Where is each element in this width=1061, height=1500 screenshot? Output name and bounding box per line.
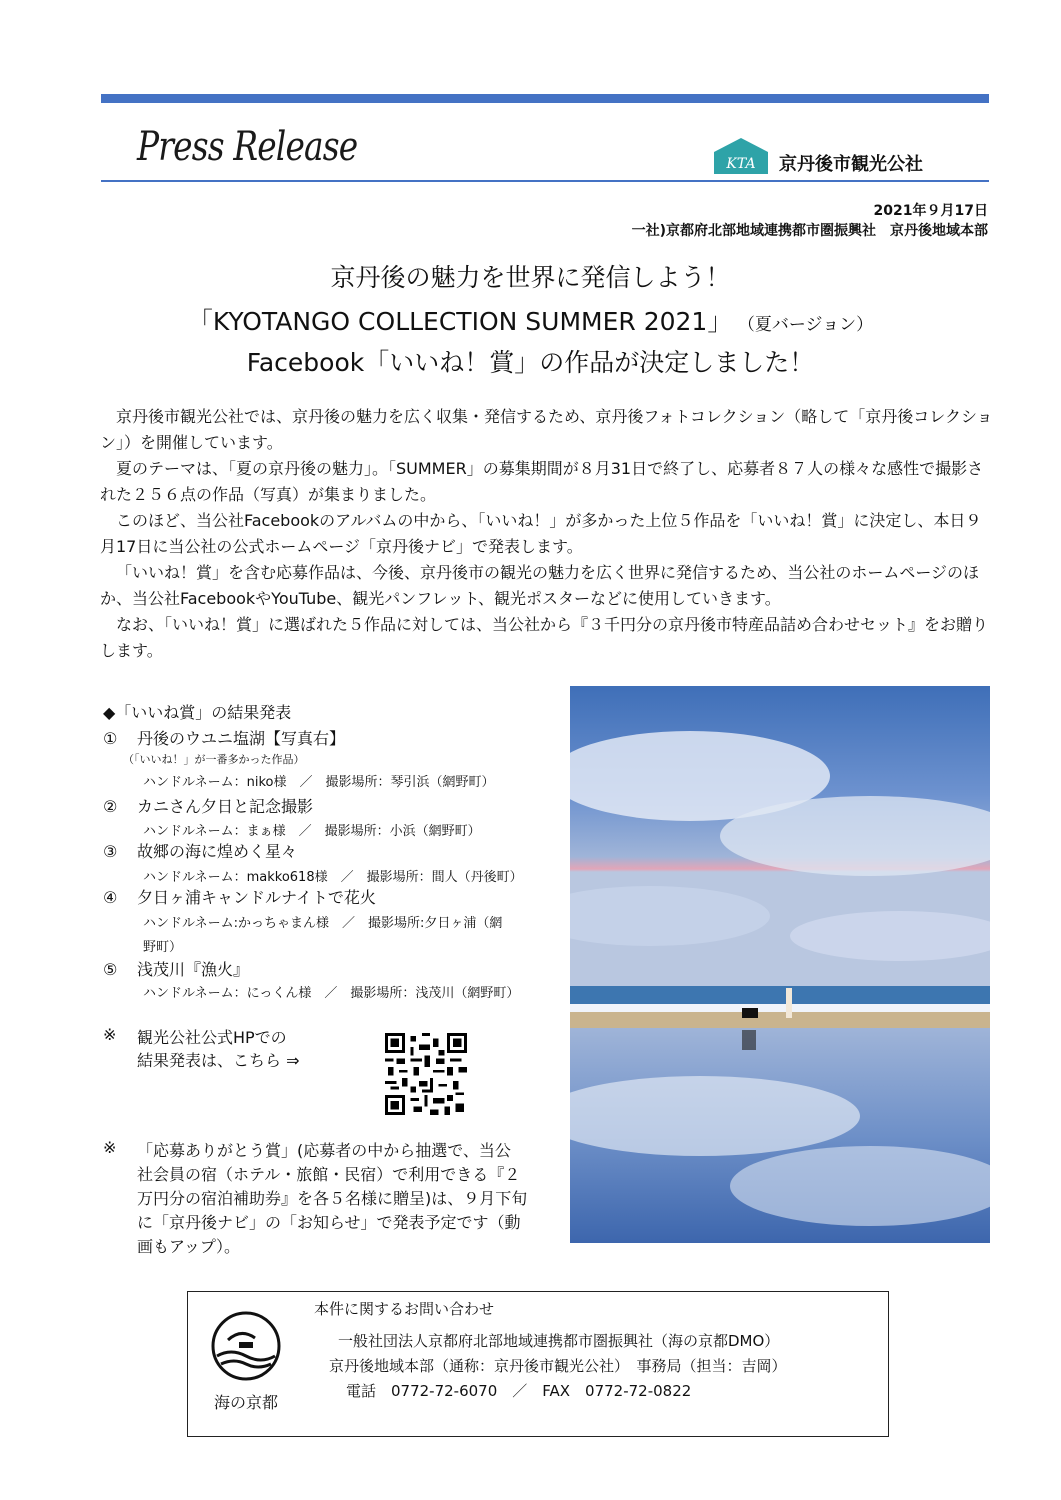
body-text [100, 404, 993, 664]
contact-heading: 本件に関するお問い合わせ [314, 1300, 495, 1318]
result-number: ① [103, 729, 118, 748]
body-paragraph: 「いいね！賞」を含む応募作品は、今後、京丹後市の観光の魅力を広く世界に発信するため、当公社のホームページのほか、当公社FacebookやYouTube、観光パンフレット、観光ポスターなどに使用していきます。 [100, 563, 980, 608]
hp-note-mark: ※ [103, 1025, 117, 1044]
headline-line-1: 京丹後の魅力を世界に発信しよう！ [330, 263, 731, 292]
contact-box [187, 1291, 889, 1437]
result-meta: ハンドルネーム：makko618様 ／ 撮影場所：間人（丹後町） [143, 870, 523, 885]
header-rule-top [101, 94, 989, 103]
thanks-line: に「京丹後ナビ」の「お知らせ」で発表予定です（動 [137, 1213, 521, 1232]
headline-version: （夏バージョン） [746, 315, 874, 335]
result-number: ④ [103, 888, 118, 907]
thanks-line: 「応募ありがとう賞」(応募者の中から抽選で、当公 [137, 1141, 511, 1160]
logo-text: KTA [726, 156, 756, 172]
thanks-line: 画もアップ）。 [137, 1237, 241, 1256]
result-item-5 [103, 957, 249, 980]
contact-phone-fax: 電話 0772-72-6070 ／ FAX 0772-72-0822 [346, 1382, 692, 1400]
result-number: ③ [103, 842, 118, 861]
umi-no-kyoto-emblem-icon [201, 1304, 291, 1416]
result-meta: ハンドルネーム：niko様 ／ 撮影場所：琴引浜（網野町） [143, 775, 495, 790]
result-title: カニさん夕日と記念撮影 [137, 797, 314, 816]
body-paragraph: 京丹後市観光公社では、京丹後の魅力を広く収集・発信するため、京丹後フォトコレクション（略して「京丹後コレクション」）を開催しています。 [100, 407, 993, 452]
issuer: 一社)京都府北部地域連携都市圏振興社 京丹後地域本部 [631, 223, 988, 239]
hp-note-line-1: 観光公社公式HPでの [137, 1028, 287, 1047]
result-title: 夕日ヶ浦キャンドルナイトで花火 [137, 888, 376, 907]
body-paragraph: このほど、当公社Facebookのアルバムの中から、「いいね！」が多かった上位５作品を「いいね！賞」に決定し、本日９月17日に当公社の公式ホームページ「京丹後ナビ」で発表します。 [100, 511, 982, 556]
org-name: 京丹後市観光公社 [779, 154, 923, 175]
result-meta: ハンドルネーム:かっちゃまん様 ／ 撮影場所:夕日ヶ浦（網 [143, 916, 503, 931]
hp-note-line-2: 結果発表は、こちら ⇒ [137, 1051, 300, 1070]
thanks-line: 社会員の宿（ホテル・旅館・民宿）で利用できる『２ [137, 1165, 521, 1184]
result-title: 丹後のウユニ塩湖【写真右】 [137, 729, 346, 748]
result-number: ⑤ [103, 960, 118, 979]
result-note: （「いいね！」が一番多かった作品） [123, 753, 305, 766]
result-number: ② [103, 797, 118, 816]
release-date: 2021年９月17日 [873, 203, 988, 219]
headline-line-3: Facebook「いいね！賞」の作品が決定しました！ [246, 348, 815, 377]
body-paragraph: 夏のテーマは、「夏の京丹後の魅力」。「SUMMER」の募集期間が８月31日で終了し、応募者８７人の様々な感性で撮影された２５６点の作品（写真）が集まりました。 [100, 459, 984, 504]
headline-collection: 「KYOTANGO COLLECTION SUMMER 2021」 [187, 307, 733, 336]
thanks-mark: ※ [103, 1138, 117, 1157]
result-meta: ハンドルネーム：にっくん様 ／ 撮影場所：浅茂川（網野町） [143, 986, 520, 1001]
result-item-3 [103, 839, 297, 862]
result-title: 浅茂川『漁火』 [137, 960, 250, 979]
contact-org: 一般社団法人京都府北部地域連携都市圏振興社（海の京都DMO） [338, 1332, 780, 1350]
emblem-text: 海の京都 [213, 1393, 279, 1412]
qr-code-icon[interactable] [385, 1033, 467, 1115]
result-meta-cont: 野町） [143, 940, 183, 955]
header-rule-bottom [101, 180, 989, 182]
press-release-title: Press Release [137, 124, 358, 170]
contact-office: 京丹後地域本部（通称：京丹後市観光公社） 事務局（担当：吉岡） [329, 1357, 787, 1375]
thanks-line: 万円分の宿泊補助券』を各５名様に贈呈)は、９月下旬 [137, 1189, 528, 1208]
result-title: 故郷の海に煌めく星々 [137, 842, 298, 861]
results-heading: ◆「いいね賞」の結果発表 [103, 703, 292, 722]
result-meta: ハンドルネーム：まぁ様 ／ 撮影場所：小浜（網野町） [143, 824, 481, 839]
featured-photo [570, 686, 990, 1243]
result-item-4 [103, 885, 376, 908]
result-item-2 [103, 794, 313, 817]
body-paragraph: なお、「いいね！賞」に選ばれた５作品に対しては、当公社から『３千円分の京丹後市特産品詰め合わせセット』をお贈りします。 [100, 615, 989, 660]
result-item-1 [103, 726, 345, 749]
house-logo-icon [711, 136, 771, 176]
headline-line-2 [60, 302, 1001, 338]
